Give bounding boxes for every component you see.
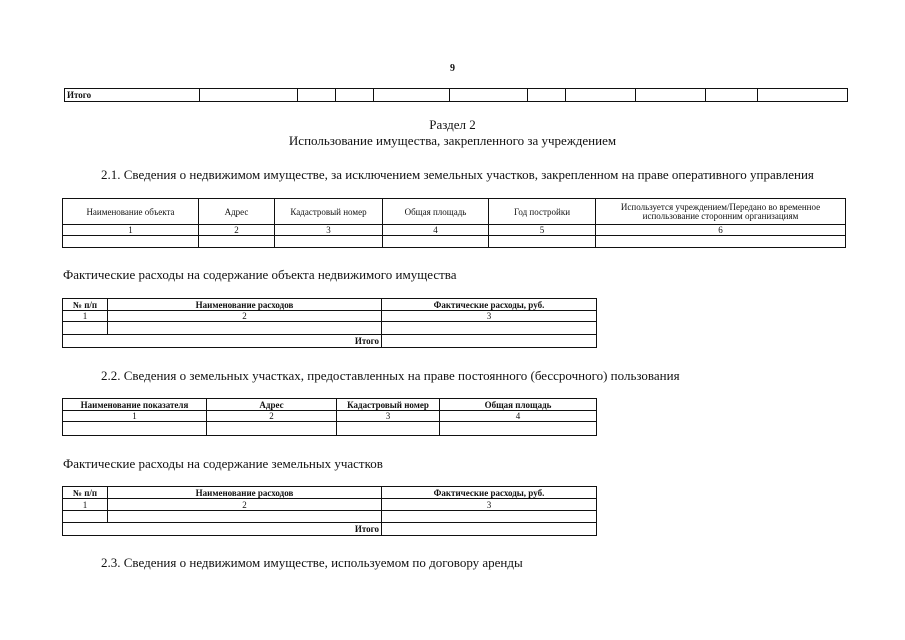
header-total-area: Общая площадь — [383, 199, 489, 225]
empty-cell — [337, 422, 440, 436]
column-number: 2 — [108, 311, 382, 322]
empty-cell — [207, 422, 337, 436]
column-number: 6 — [596, 225, 846, 236]
empty-cell — [199, 236, 275, 248]
empty-cell — [63, 422, 207, 436]
empty-cell — [382, 511, 597, 523]
expenses-total-value — [382, 335, 597, 348]
top-total-cell — [336, 89, 374, 102]
top-total-label: Итого — [65, 89, 200, 102]
empty-cell — [383, 236, 489, 248]
empty-cell — [275, 236, 383, 248]
section-2-1-heading: 2.1. Сведения о недвижимом имуществе, за исключением земельных участков, закрепленном на праве оперативного управления — [101, 167, 814, 182]
column-number: 3 — [275, 225, 383, 236]
top-total-cell — [200, 89, 298, 102]
empty-cell — [63, 236, 199, 248]
column-number: 2 — [108, 499, 382, 511]
empty-cell — [108, 511, 382, 523]
expenses-total-value — [382, 523, 597, 536]
section-label: Раздел 2 — [429, 117, 476, 132]
header-actual-expenses: Фактические расходы, руб. — [382, 299, 597, 311]
empty-cell — [440, 422, 597, 436]
header-build-year: Год постройки — [489, 199, 596, 225]
top-total-cell — [298, 89, 336, 102]
column-number: 3 — [382, 499, 597, 511]
empty-cell — [108, 322, 382, 335]
column-number: 3 — [382, 311, 597, 322]
header-address: Адрес — [207, 399, 337, 411]
land-plots-table — [62, 398, 597, 436]
expenses-total-label: Итого — [63, 523, 382, 536]
real-estate-table — [62, 198, 846, 248]
top-total-cell — [758, 89, 848, 102]
page-number: 9 — [450, 63, 455, 74]
top-total-cell — [636, 89, 706, 102]
column-number: 5 — [489, 225, 596, 236]
top-total-cell — [528, 89, 566, 102]
header-cadastral-number: Кадастровый номер — [275, 199, 383, 225]
empty-cell — [63, 511, 108, 523]
expenses-land-table — [62, 486, 597, 536]
header-cadastral-number: Кадастровый номер — [337, 399, 440, 411]
expenses-object-heading: Фактические расходы на содержание объекта недвижимого имущества — [63, 267, 457, 282]
top-total-cell — [706, 89, 758, 102]
expenses-land-heading: Фактические расходы на содержание земельных участков — [63, 456, 383, 471]
top-total-table — [64, 88, 848, 102]
header-indicator-name: Наименование показателя — [63, 399, 207, 411]
section-title: Использование имущества, закрепленного за учреждением — [288, 133, 617, 148]
empty-cell — [596, 236, 846, 248]
header-row-number: № п/п — [63, 299, 108, 311]
column-number: 1 — [63, 411, 207, 422]
header-expense-name: Наименование расходов — [108, 487, 382, 499]
section-2-2-heading: 2.2. Сведения о земельных участках, предоставленных на праве постоянного (бессрочного) пользования — [101, 368, 680, 383]
header-actual-expenses: Фактические расходы, руб. — [382, 487, 597, 499]
top-total-cell — [566, 89, 636, 102]
empty-cell — [63, 322, 108, 335]
column-number: 2 — [207, 411, 337, 422]
column-number: 4 — [383, 225, 489, 236]
column-number: 2 — [199, 225, 275, 236]
column-number: 4 — [440, 411, 597, 422]
column-number: 1 — [63, 225, 199, 236]
empty-cell — [382, 322, 597, 335]
top-total-cell — [450, 89, 528, 102]
header-address: Адрес — [199, 199, 275, 225]
empty-cell — [489, 236, 596, 248]
header-usage: Используется учреждением/Передано во временное использование сторонним организациям — [596, 199, 846, 225]
expenses-total-label: Итого — [63, 335, 382, 348]
column-number: 3 — [337, 411, 440, 422]
section-2-3-heading: 2.3. Сведения о недвижимом имуществе, используемом по договору аренды — [101, 555, 523, 570]
header-object-name: Наименование объекта — [63, 199, 199, 225]
expenses-object-table — [62, 298, 597, 348]
column-number: 1 — [63, 311, 108, 322]
top-total-cell — [374, 89, 450, 102]
header-expense-name: Наименование расходов — [108, 299, 382, 311]
header-row-number: № п/п — [63, 487, 108, 499]
column-number: 1 — [63, 499, 108, 511]
header-total-area: Общая площадь — [440, 399, 597, 411]
